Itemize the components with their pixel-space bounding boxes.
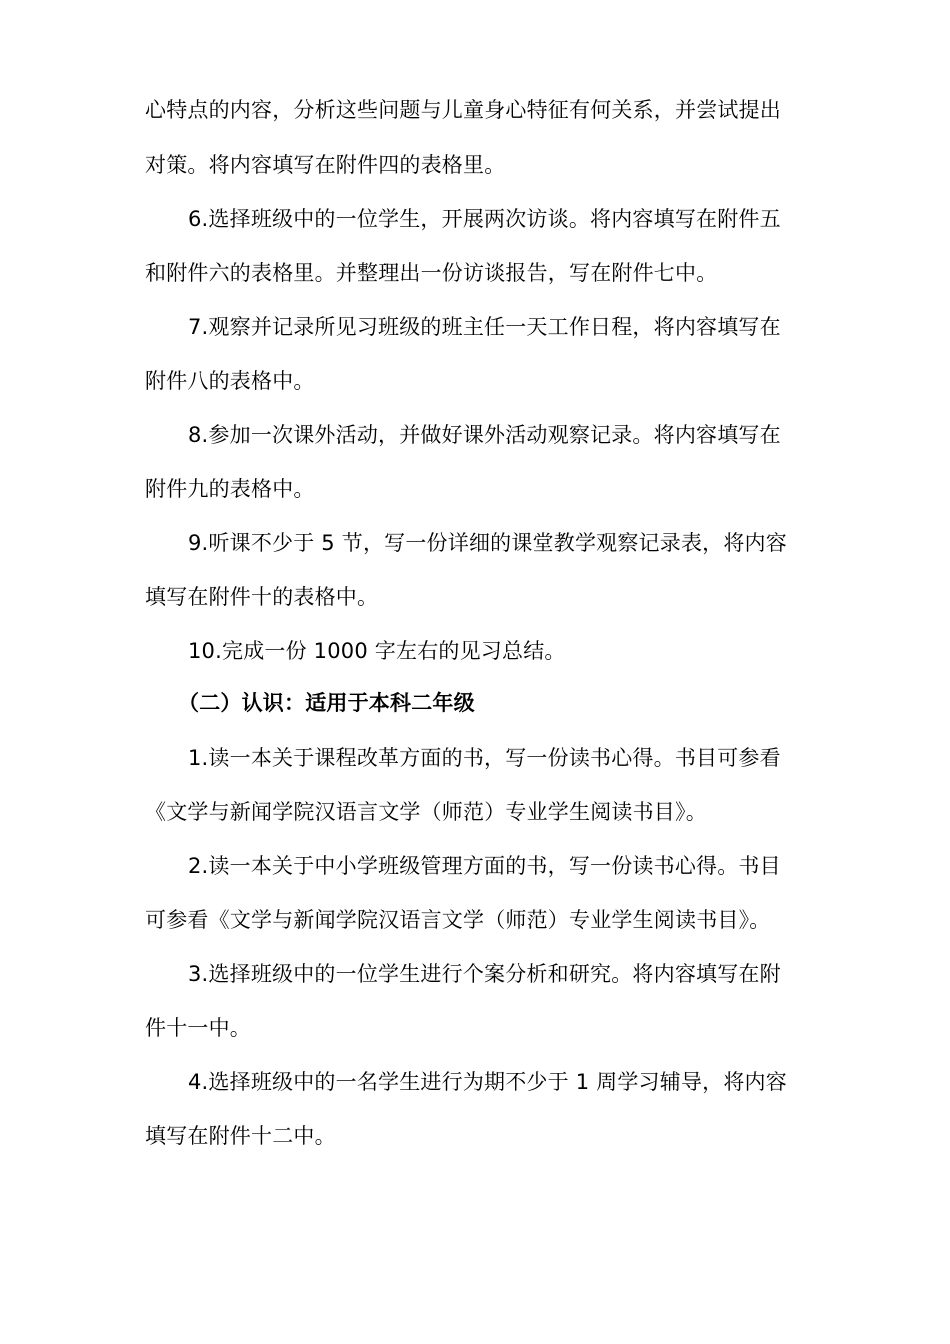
text-line: 附件八的表格中。	[145, 369, 315, 393]
text-line: 对策。将内容填写在附件四的表格里。	[145, 153, 506, 177]
text-line: 心特点的内容，分析这些问题与儿童身心特征有何关系，并尝试提出	[145, 98, 781, 122]
text-line: 9.听课不少于 5 节，写一份详细的课堂教学观察记录表，将内容	[188, 531, 787, 555]
text-line: 6.选择班级中的一位学生，开展两次访谈。将内容填写在附件五	[188, 207, 781, 231]
text-line: 1.读一本关于课程改革方面的书，写一份读书心得。书目可参看	[188, 746, 781, 770]
text-line: 可参看《文学与新闻学院汉语言文学（师范）专业学生阅读书目》。	[145, 908, 771, 932]
text-line: 10.完成一份 1000 字左右的见习总结。	[188, 639, 566, 663]
text-line: 和附件六的表格里。并整理出一份访谈报告，写在附件七中。	[145, 261, 718, 285]
text-line: 填写在附件十的表格中。	[145, 585, 379, 609]
text-line: 7.观察并记录所见习班级的班主任一天工作日程，将内容填写在	[188, 315, 781, 339]
text-line: 件十一中。	[145, 1016, 251, 1040]
text-line: 填写在附件十二中。	[145, 1124, 336, 1148]
text-line: 附件九的表格中。	[145, 477, 315, 501]
text-line: 2.读一本关于中小学班级管理方面的书，写一份读书心得。书目	[188, 854, 781, 878]
text-line: 《文学与新闻学院汉语言文学（师范）专业学生阅读书目》。	[145, 800, 707, 824]
text-line: 3.选择班级中的一位学生进行个案分析和研究。将内容填写在附	[188, 962, 781, 986]
text-line: 8.参加一次课外活动，并做好课外活动观察记录。将内容填写在	[188, 423, 781, 447]
text-line: 4.选择班级中的一名学生进行为期不少于 1 周学习辅导，将内容	[188, 1070, 787, 1094]
section-heading: （二）认识：适用于本科二年级	[178, 691, 475, 715]
